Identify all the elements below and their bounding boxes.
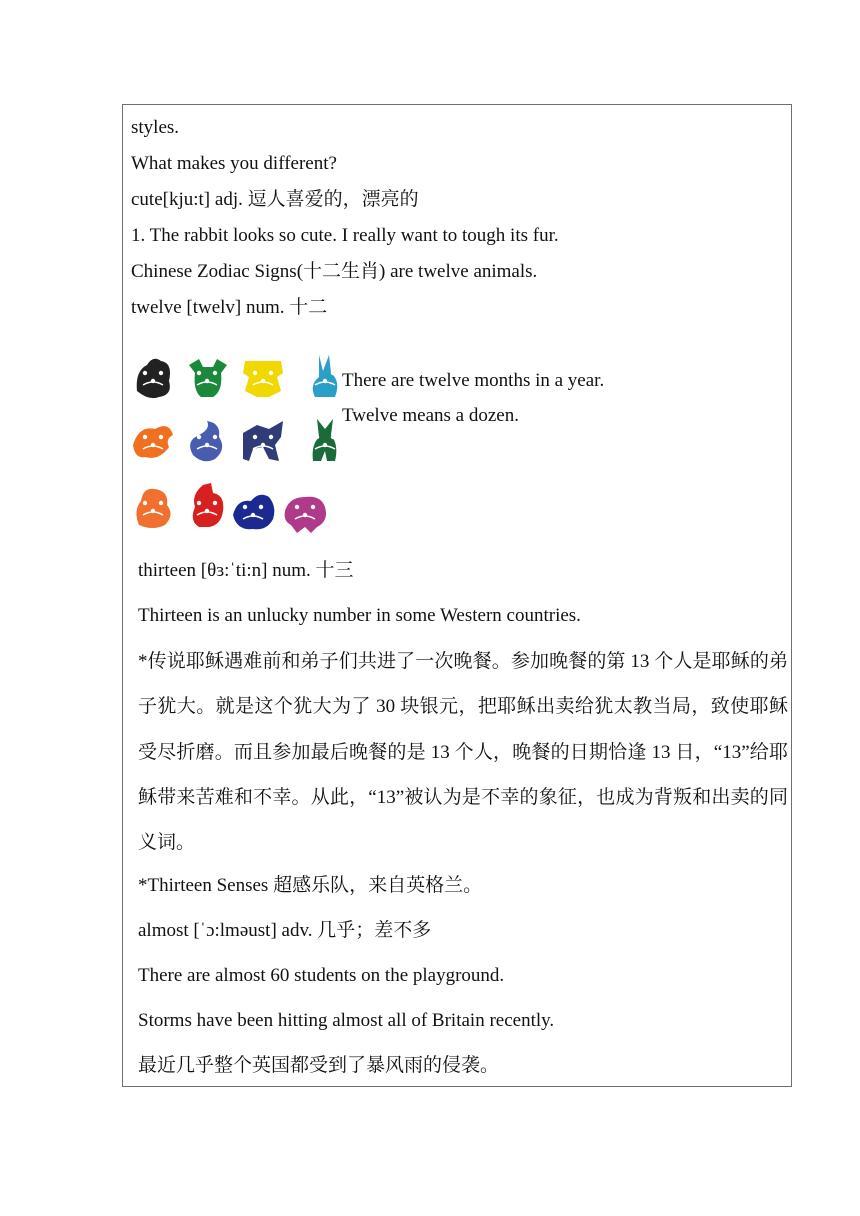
monkey-paper-cut-icon: [129, 481, 177, 533]
dragon-paper-cut-icon: [129, 415, 177, 467]
rooster-paper-cut-icon: [183, 481, 231, 533]
content-table-cell: [122, 104, 792, 1087]
example-sentence: There are twelve months in a year.: [342, 370, 605, 391]
snake-paper-cut-icon: [183, 415, 231, 467]
text-line: styles.: [131, 117, 180, 138]
dog-paper-cut-icon: [229, 485, 277, 537]
chinese-paragraph: *传说耶稣遇难前和弟子们共进了一次晚餐。参加晚餐的第 13 个人是耶稣的弟子犹大。就是这个犹大为了 30 块银元，把耶稣出卖给犹太教当局，致使耶稣受尽折磨。而且参加最后晚餐的是 13 个人，晚餐的日期恰逢 13 日，“13”给耶稣带来苦难和不幸。从此，“13”被认为是不幸的象征，也成为背叛和出卖的同义词。: [138, 651, 788, 854]
pig-paper-cut-icon: [281, 485, 329, 537]
horse-paper-cut-icon: [239, 415, 287, 467]
rat-paper-cut-icon: [129, 351, 177, 403]
ox-paper-cut-icon: [183, 351, 231, 403]
example-sentence: Storms have been hitting almost all of Britain recently.: [138, 1010, 555, 1031]
text-line: Chinese Zodiac Signs(十二生肖) are twelve animals.: [131, 261, 538, 282]
text-line: What makes you different?: [131, 153, 337, 174]
example-sentence: Thirteen is an unlucky number in some Western countries.: [138, 605, 581, 626]
example-sentence: Twelve means a dozen.: [342, 405, 519, 426]
text-line: *Thirteen Senses 超感乐队，来自英格兰。: [138, 875, 483, 896]
example-sentence: There are almost 60 students on the playground.: [138, 965, 505, 986]
vocab-entry-almost: almost [ˈɔ:lməust] adv. 几乎；差不多: [138, 920, 432, 941]
vocab-entry-cute: cute[kju:t] adj. 逗人喜爱的，漂亮的: [131, 189, 419, 210]
zodiac-paper-cut-image: [129, 351, 335, 537]
example-sentence: 1. The rabbit looks so cute. I really want to tough its fur.: [131, 225, 559, 246]
translation-line: 最近几乎整个英国都受到了暴风雨的侵袭。: [138, 1055, 500, 1076]
vocab-entry-twelve: twelve [twelv] num. 十二: [131, 297, 328, 318]
tiger-paper-cut-icon: [239, 351, 287, 403]
vocab-entry-thirteen: thirteen [θɜ:ˈti:n] num. 十三: [138, 560, 354, 581]
